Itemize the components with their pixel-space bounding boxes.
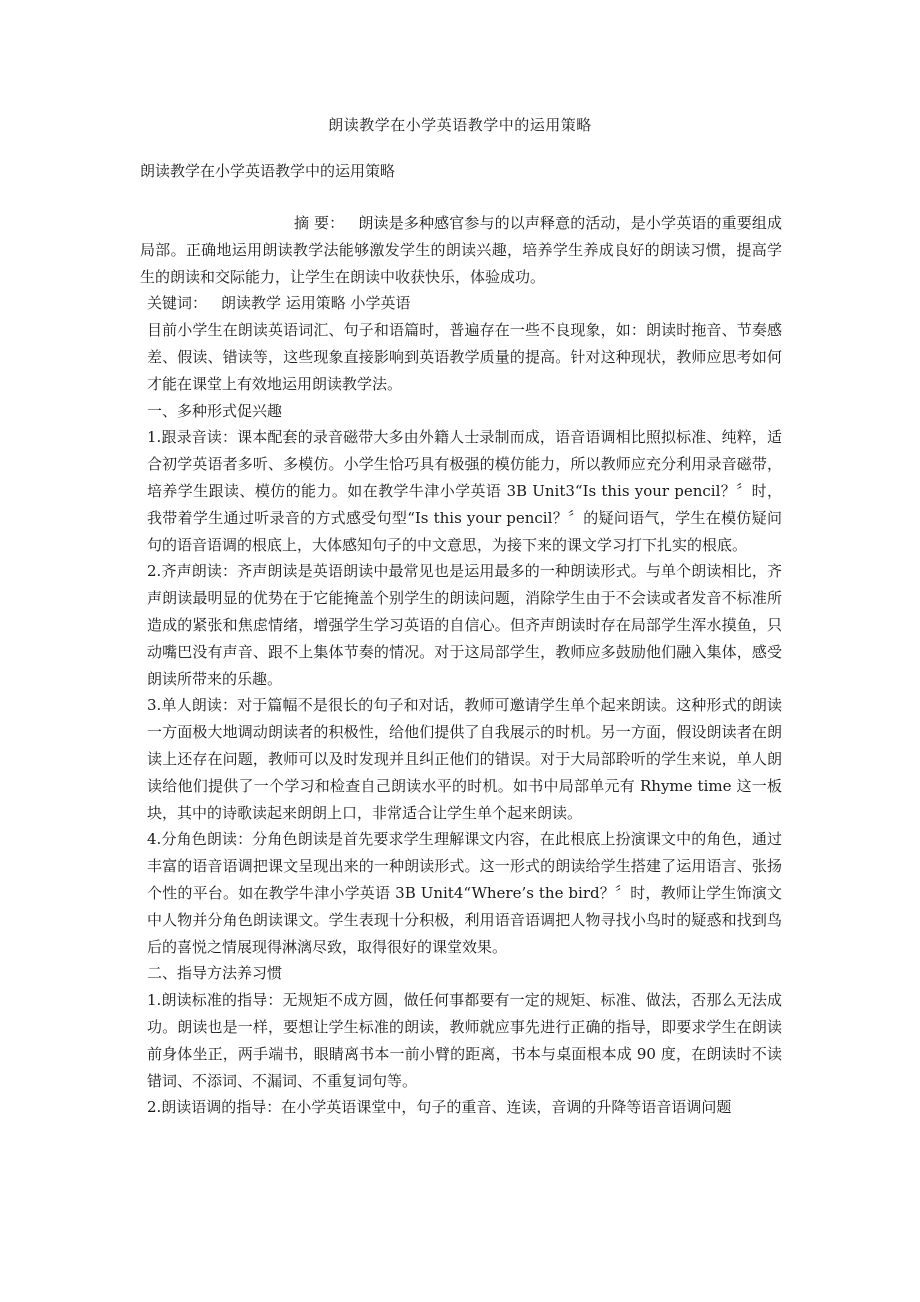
paragraph-choral-reading: 2.齐声朗读：齐声朗读是英语朗读中最常见也是运用最多的一种朗读形式。与单个朗读相比，齐声朗读最明显的优势在于它能掩盖个别学生的朗读问题，消除学生由于不会读或者发音不标准所造成的紧张和焦虑情绪，增强学生学习英语的自信心。但齐声朗读时存在局部学生浑水摸鱼，只动嘴巴没有声音、跟不上集体节奏的情况。对于这局部学生，教师应多鼓励他们融入集体，感受朗读所带来的乐趣。 xyxy=(147,562,782,688)
abstract-paragraph xyxy=(140,210,782,290)
abstract-label: 摘 要： xyxy=(294,214,345,232)
paragraph-read-along: 1.跟录音读：课本配套的录音磁带大多由外籍人士录制而成，语音语调相比照拟标准、纯粹，适合初学英语者多听、多模仿。小学生恰巧具有极强的模仿能力，所以教师应充分利用录音磁带，培养学生跟读、模仿的能力。如在教学牛津小学英语 3B Unit3“Is this your pencil？〞时，我带着学生通过听录音的方式感受句型“Is this your pencil？〞的疑问语气，学生在模仿疑问句的语音语调的根底上，大体感知句子的中文意思，为接下来的课文学习打下扎实的根底。 xyxy=(147,428,782,554)
paragraph-reading-standard: 1.朗读标准的指导：无规矩不成方圆，做任何事都要有一定的规矩、标准、做法，否那么无法成功。朗读也是一样，要想让学生标准的朗读，教师就应事先进行正确的指导，即要求学生在朗读前身体坐正，两手端书，眼睛离书本一前小臂的距离，书本与桌面根本成 90 度，在朗读时不读错词、不添词、不漏词、不重复词句等。 xyxy=(147,991,782,1090)
document-title: 朗读教学在小学英语教学中的运用策略 xyxy=(328,116,592,134)
document-subtitle: 朗读教学在小学英语教学中的运用策略 xyxy=(140,162,396,180)
paragraph-intro: 目前小学生在朗读英语词汇、句子和语篇时，普遍存在一些不良现象，如：朗读时拖音、节奏感差、假读、错读等，这些现象直接影响到英语教学质量的提高。针对这种现状，教师应思考如何才能在课堂上有效地运用朗读教学法。 xyxy=(147,321,782,393)
section-heading-2: 二、指导方法养习惯 xyxy=(147,964,283,983)
paragraph-intonation-guidance: 2.朗读语调的指导：在小学英语课堂中，句子的重音、连读，音调的升降等语音语调问题 xyxy=(147,1098,732,1117)
keywords-text: 朗读教学 运用策略 小学英语 xyxy=(221,294,411,313)
paragraph-individual-reading: 3.单人朗读：对于篇幅不是很长的句子和对话，教师可邀请学生单个起来朗读。这种形式的朗读一方面极大地调动朗读者的积极性，给他们提供了自我展示的时机。另一方面，假设朗读者在朗读上还存在问题，教师可以及时发现并且纠正他们的错误。对于大局部聆听的学生来说，单人朗读给他们提供了一个学习和检查自己朗读水平的时机。如书中局部单元有 Rhyme time 这一板块，其中的诗歌读起来朗朗上口，非常适合让学生单个起来朗读。 xyxy=(147,696,782,822)
paragraph-role-reading: 4.分角色朗读：分角色朗读是首先要求学生理解课文内容，在此根底上扮演课文中的角色，通过丰富的语音语调把课文呈现出来的一种朗读形式。这一形式的朗读给学生搭建了运用语言、张扬个性的平台。如在教学牛津小学英语 3B Unit4“Where’s the bird？〞时，教师让学生饰演文中人物并分角色朗读课文。学生表现十分积极，利用语音语调把人物寻找小鸟时的疑惑和找到鸟后的喜悦之情展现得淋漓尽致，取得很好的课堂效果。 xyxy=(147,830,782,956)
abstract-text: 朗读是多种感官参与的以声释意的活动，是小学英语的重要组成局部。正确地运用朗读教学法能够激发学生的朗读兴趣，培养学生养成良好的朗读习惯，提高学生的朗读和交际能力，让学生在朗读中收获快乐，体验成功。 xyxy=(140,214,782,286)
document-body xyxy=(140,210,782,1121)
section-heading-1: 一、多种形式促兴趣 xyxy=(147,401,283,420)
keywords-label: 关键词： xyxy=(147,294,208,313)
keywords-line xyxy=(140,290,782,317)
